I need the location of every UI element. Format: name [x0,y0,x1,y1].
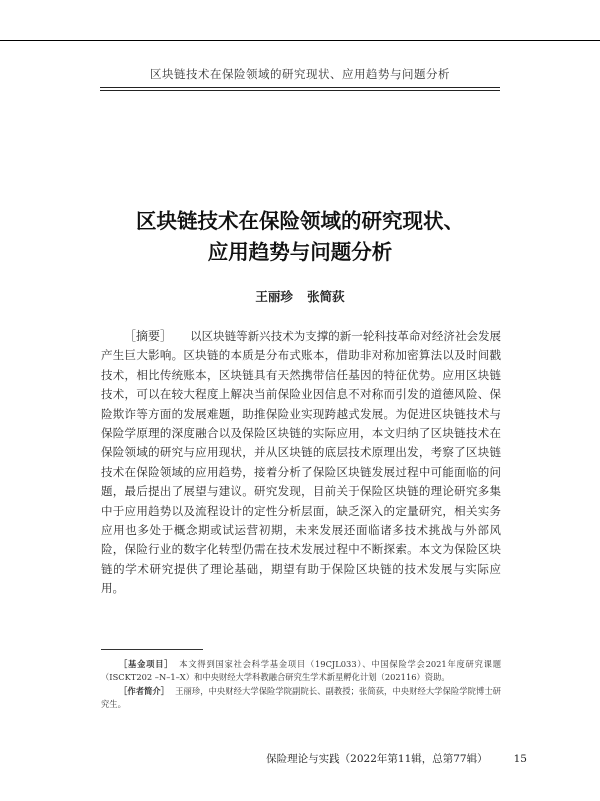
abstract [101,327,501,599]
title-line-2: 应用趋势与问题分析 [207,240,393,264]
running-header: 区块链技术在保险领域的研究现状、应用趋势与问题分析 [150,67,450,81]
abstract-label: ［摘要］ [124,329,173,343]
footnote-author [101,685,501,710]
page-number: 15 [513,753,527,765]
footnotes [101,658,501,712]
fund-label: ［基金项目］ [119,659,174,669]
header-rule-bottom [100,90,500,91]
author-text: 王丽珍，中央财经大学保险学院副院长、副教授；张简荻，中央财经大学保险学院博士研究生。 [101,686,501,709]
abstract-text: 以区块链等新兴技术为支撑的新一轮科技革命对经济社会发展产生巨大影响。区块链的本质是分布式账本，借助非对称加密算法以及时间戳技术，相比传统账本，区块链具有天然携带信任基因的特征优势。应用区块链技术，可以在较大程度上解决当前保险业因信息不对称而引发的道德风险、保险欺诈等方面的发展难题，助推保险业实现跨越式发展。为促进区块链技术与保险学原理的深度融合以及保险区块链的实际应用，本文归纳了区块链技术在保险领域的研究与应用现状，并从区块链的底层技术原理出发，考察了区块链技术在保险领域的应用趋势，接着分析了保险区块链发展过程中可能面临的问题，最后提出了展望与建议。研究发现，目前关于保险区块链的理论研究多集中于应用趋势以及流程设计的定性分析层面，缺乏深入的定量研究，相关实务应用也多处于概念期或试运营初期，未来发展还面临诸多技术挑战与外部风险，保险行业的数字化转型仍需在技术发展过程中不断探索。本文为保险区块链的学术研究提供了理论基础，期望有助于保险区块链的技术发展与实际应用。 [101,329,501,596]
page-footer [266,751,527,766]
header-rule-top [100,87,500,88]
title-line-1: 区块链技术在保险领域的研究现状、 [136,209,464,233]
article-title [80,206,520,268]
authors: 王丽珍 张简荻 [255,289,345,304]
author-label: ［作者简介］ [119,686,170,696]
footnote-rule [101,649,203,650]
journal-citation: 保险理论与实践（2022年第11辑，总第77辑） [266,753,488,765]
footnote-fund [101,658,501,683]
fund-text: 本文得到国家社会科学基金项目（19CJL033）、中国保险学会2021年度研究课题（ISCKT202 –N–1–X）和中央财经大学科教融合研究生学术新星孵化计划（202116）资助。 [101,659,501,682]
